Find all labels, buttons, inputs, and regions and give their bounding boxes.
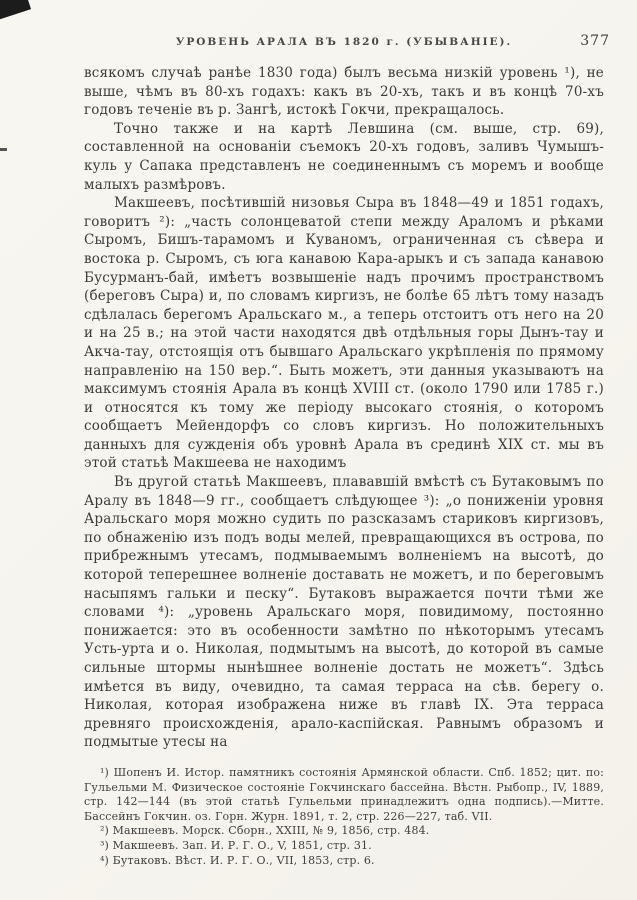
footnote: ¹) Шопенъ И. Истор. памятникъ состоянія Армянской области. Спб. 1852; цит. по: Гульельми М. Физическое состояніе Гокчинскаго бассейна. Вѣстн. Рыбопр., IV, 1889, стр. 142—144 (въ этой статьѣ Гульельми принадлежитъ одна подпись).—Митте. Бассейнъ Гокчин. оз. Горн. Журн. 1891, т. 2, стр. 226—227, таб. VII.	[84, 765, 604, 823]
paragraph-continuation: всякомъ случаѣ ранѣе 1830 года) былъ весьма низкій уровень ¹), не выше, чѣмъ въ 80-хъ годахъ: какъ въ 20-хъ, такъ и въ концѣ 70-хъ годовъ теченіе въ р. Зангѣ, истокѣ Гокчи, прекращалось.	[84, 65, 604, 119]
footnote: ³) Макшеевъ. Зап. И. Р. Г. О., V, 1851, стр. 31.	[100, 838, 372, 852]
paragraph: Точно также и на картѣ Левшина (см. выше, стр. 69), составленной на основаніи съемокъ 20-хъ годовъ, заливъ Чумышъ-куль у Сапака представленъ не соединеннымъ съ моремъ и вообще малыхъ размѣровъ.	[84, 120, 604, 193]
footnotes-section	[84, 766, 604, 868]
paragraph: Макшеевъ, посѣтившій низовья Сыра въ 1848—49 и 1851 годахъ, говоритъ ²): „часть солонцеватой степи между Араломъ и рѣками Сыромъ, Бишъ-тарамомъ и Куваномъ, ограниченная съ сѣвера и востока р. Сыромъ, съ юга канавою Кара-арыкъ и съ запада канавою Бусурманъ-бай, имѣетъ возвышеніе надъ прочимъ пространствомъ (береговъ Сыра) и, по словамъ киргизъ, не болѣе 65 лѣтъ тому назадъ сдѣлалась берегомъ Аральскаго м., а теперь отстоитъ отъ него на 20 и на 25 в.; на этой части находятся двѣ отдѣльныя горы Дынъ-тау и Акча-тау, отстоящія отъ бывшаго Аральскаго укрѣпленія по прямому направленію на 150 вер.“. Быть можетъ, эти данныя указываютъ на максимумъ стоянія Арала въ концѣ XVIII ст. (около 1790 или 1785 г.) и относятся къ тому же періоду высокаго стоянія, о которомъ сообщаетъ Мейендорфъ со словъ киргизъ. Но положительныхъ данныхъ для сужденія объ уровнѣ Арала въ срединѣ XIX ст. мы въ этой статьѣ Макшеева не находимъ	[84, 195, 604, 472]
text-column	[84, 64, 604, 868]
footnote: ⁴) Бутаковъ. Вѣст. И. Р. Г. О., VII, 1853, стр. 6.	[100, 853, 375, 867]
footnote: ²) Макшеевъ. Морск. Сборн., XXIII, № 9, 1856, стр. 484.	[100, 824, 430, 838]
scan-artifact-corner	[0, 0, 31, 22]
page-header	[84, 33, 610, 54]
page-number: 377	[580, 33, 610, 49]
paragraph: Въ другой статьѣ Макшеевъ, плававшій вмѣстѣ съ Бутаковымъ по Аралу въ 1848—9 гг., сообщаетъ слѣдующее ³): „о пониженіи уровня Аральскаго моря можно судить по разсказамъ стариковъ киргизовъ, по обнаженію изъ подъ воды мелей, превращающихся въ острова, по прибрежнымъ утесамъ, подмываемымъ волненіемъ на высотѣ, до которой теперешнее волненіе доставать не можетъ, и по береговымъ насыпямъ гальки и песку“. Бутаковъ выражается почти тѣми же словами ⁴): „уровень Аральскаго моря, повидимому, постоянно понижается: это въ особенности замѣтно по нѣкоторымъ утесамъ Усть-урта и о. Николая, подмытымъ на высотѣ, до которой въ самые сильные штормы нынѣшнее волненіе достать не можетъ“. Здѣсь имѣется въ виду, очевидно, та самая терраса на сѣв. берегу о. Николая, которая изображена ниже въ главѣ IX. Эта терраса древняго происхожденія, арало-каспійская. Равнымъ образомъ и подмытые утесы на	[84, 474, 604, 751]
scan-artifact-tick	[0, 148, 7, 151]
running-title: УРОВЕНЬ АРАЛА ВЪ 1820 г. (УБЫВАНІЕ).	[175, 36, 513, 48]
